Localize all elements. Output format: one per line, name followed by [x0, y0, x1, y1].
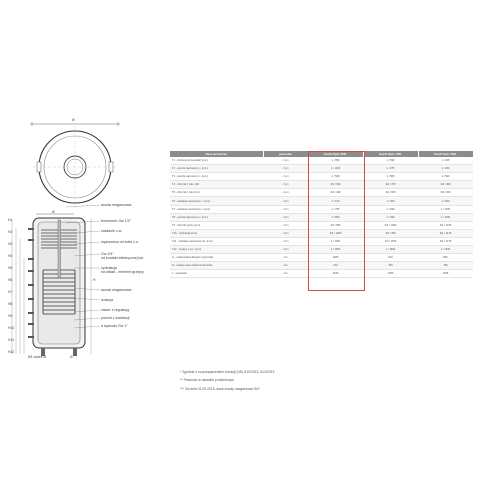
table-body — [170, 157, 473, 278]
table-cell-value: 1 / 590 — [363, 157, 418, 165]
table-cell-value: 1 / 1155 — [418, 213, 473, 221]
table-cell-value: 1 / 990 — [363, 205, 418, 213]
table-cell-value: 3/4 / 300 — [418, 181, 473, 189]
diagram-label-contact: na kontakt elektrycznej lub — [101, 256, 144, 260]
col-header-model-500: Kombi Spiro 500L — [418, 151, 473, 157]
top-view — [30, 122, 120, 208]
diagram-label-valve: zawór z regulacją — [101, 308, 129, 312]
table-cell-parameter: T1 - złożenie (przepustki) [mm] — [170, 157, 263, 165]
diagram-label-anode-2: anoda magnezowa — [101, 288, 132, 292]
table-cell-value: 1 / 950 — [308, 157, 363, 165]
table-cell-value: 1780 — [363, 270, 418, 278]
top-diameter-label: Ø — [72, 118, 75, 122]
dim-h10: H10 — [8, 326, 15, 330]
table-cell-parameter: T5 - zbiornik z tyłu [mm] — [170, 189, 263, 197]
table-cell-unit: / mm — [263, 197, 308, 205]
diagram-label-thermometer: termometr Gw 1/2" — [101, 219, 132, 223]
dim-h8: H8 — [8, 302, 13, 306]
table-cell-unit: / mm — [263, 181, 308, 189]
table-cell-value: 640 — [363, 254, 418, 262]
table-cell-parameter: T6 - zasilanie wężownicy c. [mm] — [170, 197, 263, 205]
diagram-label-heater: na wkład - element grzejny — [101, 270, 144, 274]
dim-h1: H1 — [8, 218, 13, 222]
table-cell-value: 3/4 / 355 — [363, 229, 418, 237]
footnote-3: *** Od dnia 01.09.2015 nowe anody magnezowe 5/4" — [180, 386, 260, 391]
technical-data-table — [170, 151, 474, 278]
table-row — [170, 213, 473, 221]
table-cell-value: 3/4 / 490 — [308, 189, 363, 197]
table-cell-unit: / mm — [263, 157, 308, 165]
table-row — [170, 157, 473, 165]
base-diameter-label: Ø — [70, 355, 73, 359]
technical-data-table-wrapper — [170, 151, 473, 278]
table-cell-parameter: G - maksymalna długość pojemnika — [170, 254, 263, 262]
footnote-2: ** Pewność w układzie podzielonym — [180, 378, 235, 383]
table-cell-value: 1 / 235 — [418, 157, 473, 165]
table-cell-value: 3/4 / 390 — [308, 181, 363, 189]
table-cell-value: 670 — [308, 262, 363, 270]
leg-spacing-label: Ø1 nóżek Ø — [28, 355, 47, 359]
table-cell-unit: mm — [263, 254, 308, 262]
dim-h11: H11 — [8, 338, 14, 342]
table-row — [170, 270, 473, 278]
table-row — [170, 254, 473, 262]
side-view — [12, 205, 100, 356]
dim-h7: H7 — [8, 290, 13, 294]
table-cell-value: 1 / 560 — [363, 173, 418, 181]
table-cell-unit: mm — [263, 262, 308, 270]
table-row — [170, 229, 473, 237]
dim-h12: H12 — [8, 350, 15, 354]
table-row — [170, 165, 473, 173]
table-cell-value: 1 / 260 — [418, 165, 473, 173]
dim-h3: H3 — [8, 242, 13, 246]
dim-h2: H2 — [8, 230, 13, 234]
table-cell-value: 3/4 / 1235 — [418, 221, 473, 229]
table-cell-value: 800 — [418, 254, 473, 262]
diagram-label-thread: Gw 3/4" — [101, 252, 114, 256]
table-cell-value: 1 / 940 — [418, 197, 473, 205]
table-cell-value: 3/4 / 1280 — [363, 221, 418, 229]
table-cell-value: 1815 — [308, 270, 363, 278]
table-cell-parameter: T4 - zbiornik z tyłu / dół — [170, 181, 263, 189]
dim-h4: H4 — [8, 254, 13, 258]
table-cell-value: 3/4 / 980 — [308, 221, 363, 229]
table-cell-value: 1 / 560 — [308, 173, 363, 181]
table-row — [170, 181, 473, 189]
table-row — [170, 197, 473, 205]
table-cell-value: 3/4 / 1375 — [418, 237, 473, 245]
table-cell-value: 1 / 390 — [363, 213, 418, 221]
table-cell-value: 1 / 075 — [363, 165, 418, 173]
diagram-label-supply: zasilanie c.w. — [101, 229, 123, 233]
diagram-label-return: powrót z instalacji — [101, 316, 130, 320]
table-cell-value: 3/4 / 1080 — [308, 229, 363, 237]
table-cell-value: 750 — [418, 262, 473, 270]
col-header-parameter: Dane techniczne — [170, 151, 263, 157]
table-cell-unit: / mm — [263, 173, 308, 181]
table-cell-value: 1 / 670 — [308, 197, 363, 205]
table-row — [170, 262, 473, 270]
dim-h6: H6 — [8, 278, 13, 282]
table-cell-parameter: T8 - powrót wężownicy c. [mm] — [170, 213, 263, 221]
table-cell-value: 1905 — [308, 254, 363, 262]
table-cell-parameter: T9 - zbiornik górny [mm] — [170, 221, 263, 229]
table-cell-parameter: L - wysokość — [170, 270, 263, 278]
tank-technical-drawing — [8, 118, 168, 368]
table-row — [170, 205, 473, 213]
table-cell-value: 1 / 1180 — [308, 237, 363, 245]
table-cell-parameter: T10 - cyrkulacja [mm] — [170, 229, 263, 237]
table-cell-unit: / mm — [263, 205, 308, 213]
table-cell-value: 1 / 755 — [308, 205, 363, 213]
diagram-label-insulation: izolacja — [101, 298, 113, 302]
width-dimension-label: Ø — [52, 210, 55, 214]
table-cell-parameter: T7 - zasilanie wężownicy c. [mm] — [170, 205, 263, 213]
table-cell-value: 1935 — [418, 270, 473, 278]
table-cell-unit: mm — [263, 270, 308, 278]
table-cell-unit: / mm — [263, 213, 308, 221]
table-cell-unit: / mm — [263, 189, 308, 197]
table-cell-value: 3/4 / 1155 — [363, 237, 418, 245]
table-cell-value: 1 / 1015 — [308, 165, 363, 173]
table-cell-unit: / mm — [263, 237, 308, 245]
table-cell-unit: / mm — [263, 229, 308, 237]
diagram-label-circulation: cyrkulacja — [101, 266, 117, 270]
footnote-1: * Zgodnie z rozporządzeniem komisji (UE) 812/2013, 814/2013 — [180, 370, 275, 374]
table-cell-unit: / mm — [263, 165, 308, 173]
height-label: H — [93, 278, 96, 282]
table-row — [170, 189, 473, 197]
diagram-label-anode: anoda magnezowa — [101, 203, 132, 207]
table-cell-unit: / mm — [263, 221, 308, 229]
table-cell-value: 1 / 860 — [308, 213, 363, 221]
table-cell-value: 3/4 / 475 — [363, 181, 418, 189]
table-cell-value: 1 / 560 — [418, 173, 473, 181]
table-cell-value: 1 / 1305 — [308, 246, 363, 254]
table-row — [170, 221, 473, 229]
table-cell-parameter: D - maksymalna średnica zbiornika — [170, 262, 263, 270]
table-row — [170, 237, 473, 245]
table-cell-value: 3/4 / 1475 — [418, 229, 473, 237]
table-row — [170, 246, 473, 254]
diagram-label-coil: wężownica od kotła c.o. — [101, 240, 139, 244]
table-cell-value: 1 / 1690 — [363, 246, 418, 254]
table-cell-parameter: T3 - powrót wężownicy c. [mm] — [170, 173, 263, 181]
table-cell-value: 1 / 1155 — [418, 205, 473, 213]
col-header-model-300: Kombi Spiro 300L — [308, 151, 363, 157]
dim-h9: H9 — [8, 314, 13, 318]
table-cell-parameter: T2 - powrót wężownicy c. [mm] — [170, 165, 263, 173]
table-cell-unit: / mm — [263, 246, 308, 254]
footnotes — [180, 368, 274, 393]
table-cell-value: 1 / 1640 — [418, 246, 473, 254]
table-cell-value: 750 — [363, 262, 418, 270]
col-header-unit: jednostka — [263, 151, 308, 157]
table-cell-value: 3/4 / 025 — [418, 189, 473, 197]
dim-h5: H5 — [8, 266, 13, 270]
col-header-model-400: Kombi Spiro 400L — [363, 151, 418, 157]
tank-diagram-svg — [8, 118, 168, 368]
table-cell-value: 1 / 360 — [363, 197, 418, 205]
table-row — [170, 173, 473, 181]
table-cell-parameter: T11 - zasilanie wężownicy dz. [mm] — [170, 237, 263, 245]
diagram-label-drain: a wywodu Gw 1" — [101, 324, 128, 328]
table-cell-value: 3/4 / 825 — [363, 189, 418, 197]
table-cell-parameter: T12 - wypływ c.w.u. [mm] — [170, 246, 263, 254]
